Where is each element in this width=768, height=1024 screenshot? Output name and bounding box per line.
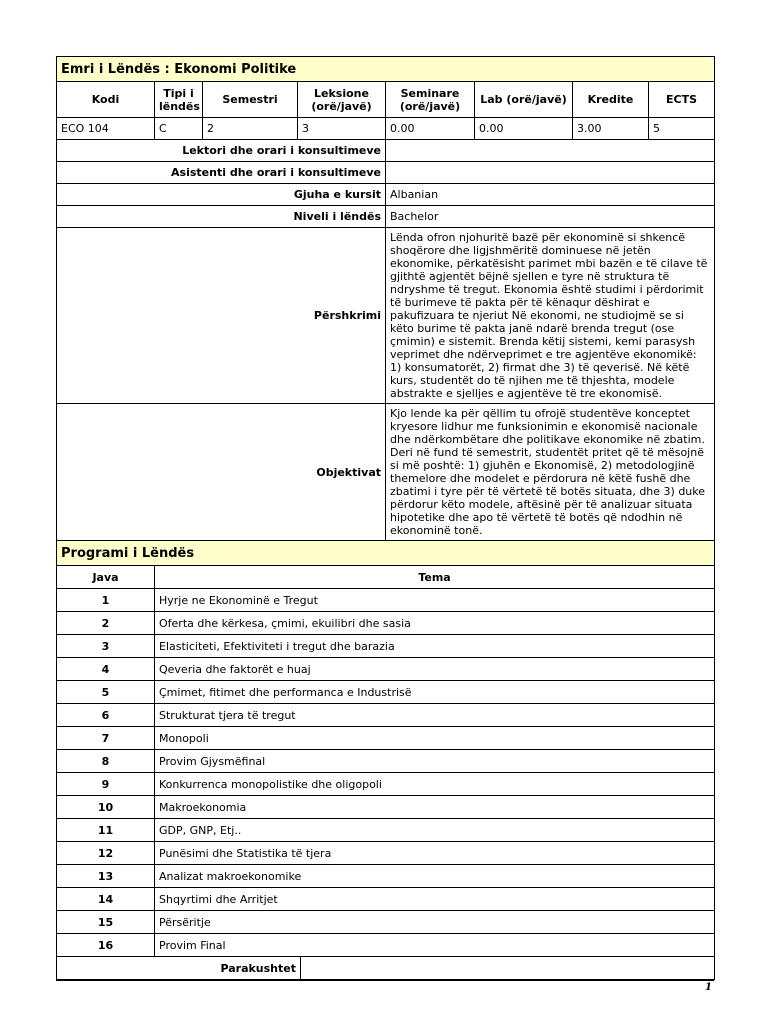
- week-row: [57, 819, 715, 842]
- week-topic: Punësimi dhe Statistika të tjera: [155, 842, 715, 865]
- week-number: 4: [57, 658, 155, 681]
- week-topic: Provim Final: [155, 934, 715, 957]
- language-row: [57, 184, 715, 206]
- week-number: 16: [57, 934, 155, 957]
- week-number: 13: [57, 865, 155, 888]
- value-code: ECO 104: [57, 118, 155, 140]
- value-lectures: 3: [298, 118, 386, 140]
- syllabus-sheet: [56, 56, 714, 980]
- week-topic: Elasticiteti, Efektiviteti i tregut dhe barazia: [155, 635, 715, 658]
- week-number: 11: [57, 819, 155, 842]
- week-row: [57, 589, 715, 612]
- header-type: Tipi i lëndës: [155, 82, 203, 118]
- week-row: [57, 842, 715, 865]
- week-row: [57, 911, 715, 934]
- description-row: [57, 228, 715, 404]
- week-topic: Analizat makroekonomike: [155, 865, 715, 888]
- week-topic: Hyrje ne Ekonominë e Tregut: [155, 589, 715, 612]
- week-row: [57, 865, 715, 888]
- week-topic: Strukturat tjera të tregut: [155, 704, 715, 727]
- week-number: 14: [57, 888, 155, 911]
- header-ects: ECTS: [649, 82, 715, 118]
- week-topic: Përsëritje: [155, 911, 715, 934]
- week-row: [57, 658, 715, 681]
- week-number: 7: [57, 727, 155, 750]
- week-number: 6: [57, 704, 155, 727]
- objective-row: [57, 404, 715, 541]
- week-row: [57, 773, 715, 796]
- weeks-list: [57, 589, 715, 957]
- assistant-label: Asistenti dhe orari i konsultimeve: [57, 162, 386, 184]
- objective-label: Objektivat: [57, 404, 386, 541]
- week-topic: Makroekonomia: [155, 796, 715, 819]
- lecturer-value: [386, 140, 715, 162]
- week-number: 5: [57, 681, 155, 704]
- header-seminars: Seminare (orë/javë): [386, 82, 475, 118]
- header-code: Kodi: [57, 82, 155, 118]
- description-text: Lënda ofron njohuritë bazë për ekonominë si shkencë shoqërore dhe ligjshmëritë dominuese në jetën ekonomike, përkatësisht parimet mbi bazën e të cilave të gjithtë agjentët bëjnë sjellen e tyre në struktura të ndryshme të tregut. Ekonomia është studimi i përdorimit të burimeve të pakta për të kënaqur dëshirat e pakufizuara te njeriut Në ekonomi, ne studiojmë se si këto burime të pakta janë ndarë brenda tregut (ose çmimin) e sistemit. Brenda këtij sistemi, kemi parasysh veprimet dhe ndërveprimet e tre agjentëve ekonomikë: 1) konsumatorët, 2) firmat dhe 3) të qeverisë. Në këtë kurs, studentët do të njihen me të thjeshta, modele abstrakte e sjelljes e agjentëve të tre ekonomisë.: [386, 228, 715, 404]
- week-topic: GDP, GNP, Etj..: [155, 819, 715, 842]
- prereq-row: [57, 957, 715, 980]
- week-row: [57, 796, 715, 819]
- header-credits: Kredite: [573, 82, 649, 118]
- assistant-row: [57, 162, 715, 184]
- week-row: [57, 727, 715, 750]
- week-topic: Monopoli: [155, 727, 715, 750]
- week-row: [57, 612, 715, 635]
- header-week: Java: [57, 566, 155, 589]
- week-number: 1: [57, 589, 155, 612]
- week-row: [57, 888, 715, 911]
- value-seminars: 0.00: [386, 118, 475, 140]
- lecturer-row: [57, 140, 715, 162]
- level-value: Bachelor: [386, 206, 715, 228]
- week-number: 9: [57, 773, 155, 796]
- program-title: Programi i Lëndës: [57, 541, 715, 566]
- value-lab: 0.00: [475, 118, 573, 140]
- header-lab: Lab (orë/javë): [475, 82, 573, 118]
- week-row: [57, 750, 715, 773]
- course-values-row: [57, 118, 715, 140]
- lecturer-label: Lektori dhe orari i konsultimeve: [57, 140, 386, 162]
- week-number: 10: [57, 796, 155, 819]
- week-number: 2: [57, 612, 155, 635]
- language-value: Albanian: [386, 184, 715, 206]
- week-number: 8: [57, 750, 155, 773]
- value-credits: 3.00: [573, 118, 649, 140]
- week-topic: Oferta dhe kërkesa, çmimi, ekuilibri dhe sasia: [155, 612, 715, 635]
- program-table: [56, 540, 715, 980]
- course-info-table: [56, 56, 715, 541]
- level-label: Niveli i lëndës: [57, 206, 386, 228]
- level-row: [57, 206, 715, 228]
- week-number: 12: [57, 842, 155, 865]
- header-topic: Tema: [155, 566, 715, 589]
- week-row: [57, 681, 715, 704]
- header-lectures: Leksione (orë/javë): [298, 82, 386, 118]
- language-label: Gjuha e kursit: [57, 184, 386, 206]
- assistant-value: [386, 162, 715, 184]
- week-row: [57, 704, 715, 727]
- value-ects: 5: [649, 118, 715, 140]
- header-semester: Semestri: [203, 82, 298, 118]
- week-number: 3: [57, 635, 155, 658]
- course-header-row: [57, 82, 715, 118]
- week-number: 15: [57, 911, 155, 934]
- week-topic: Qeveria dhe faktorët e huaj: [155, 658, 715, 681]
- week-row: [57, 934, 715, 957]
- week-topic: Provim Gjysmëfinal: [155, 750, 715, 773]
- footer-divider: [56, 980, 714, 981]
- prereq-value: [301, 957, 715, 980]
- week-topic: Çmimet, fitimet dhe performanca e Industrisë: [155, 681, 715, 704]
- value-type: C: [155, 118, 203, 140]
- course-title: Emri i Lëndës : Ekonomi Politike: [57, 57, 715, 82]
- week-topic: Konkurrenca monopolistike dhe oligopoli: [155, 773, 715, 796]
- value-semester: 2: [203, 118, 298, 140]
- week-row: [57, 635, 715, 658]
- program-header-row: [57, 566, 715, 589]
- page-number: 1: [705, 982, 712, 993]
- objective-text: Kjo lende ka për qëllim tu ofrojë studentëve konceptet kryesore lidhur me funksionimin e ekonomisë nacionale dhe ndërkombëtare dhe politikave ekonomike në zbatim. Deri në fund të semestrit, studentët pritet që të mësojnë si më poshtë: 1) gjuhën e Ekonomisë, 2) metodologjinë themelore dhe modelet e përdorura në këtë fushë dhe zbatimi i tyre për të vërtetë të botës situata, dhe 3) duke përdorur këto modele, aftësinë për të analizuar situata hipotetike dhe apo të vërtetë të botës që ndodhin në ekonominë tonë.: [386, 404, 715, 541]
- week-topic: Shqyrtimi dhe Arritjet: [155, 888, 715, 911]
- prereq-label: Parakushtet: [57, 957, 301, 980]
- description-label: Përshkrimi: [57, 228, 386, 404]
